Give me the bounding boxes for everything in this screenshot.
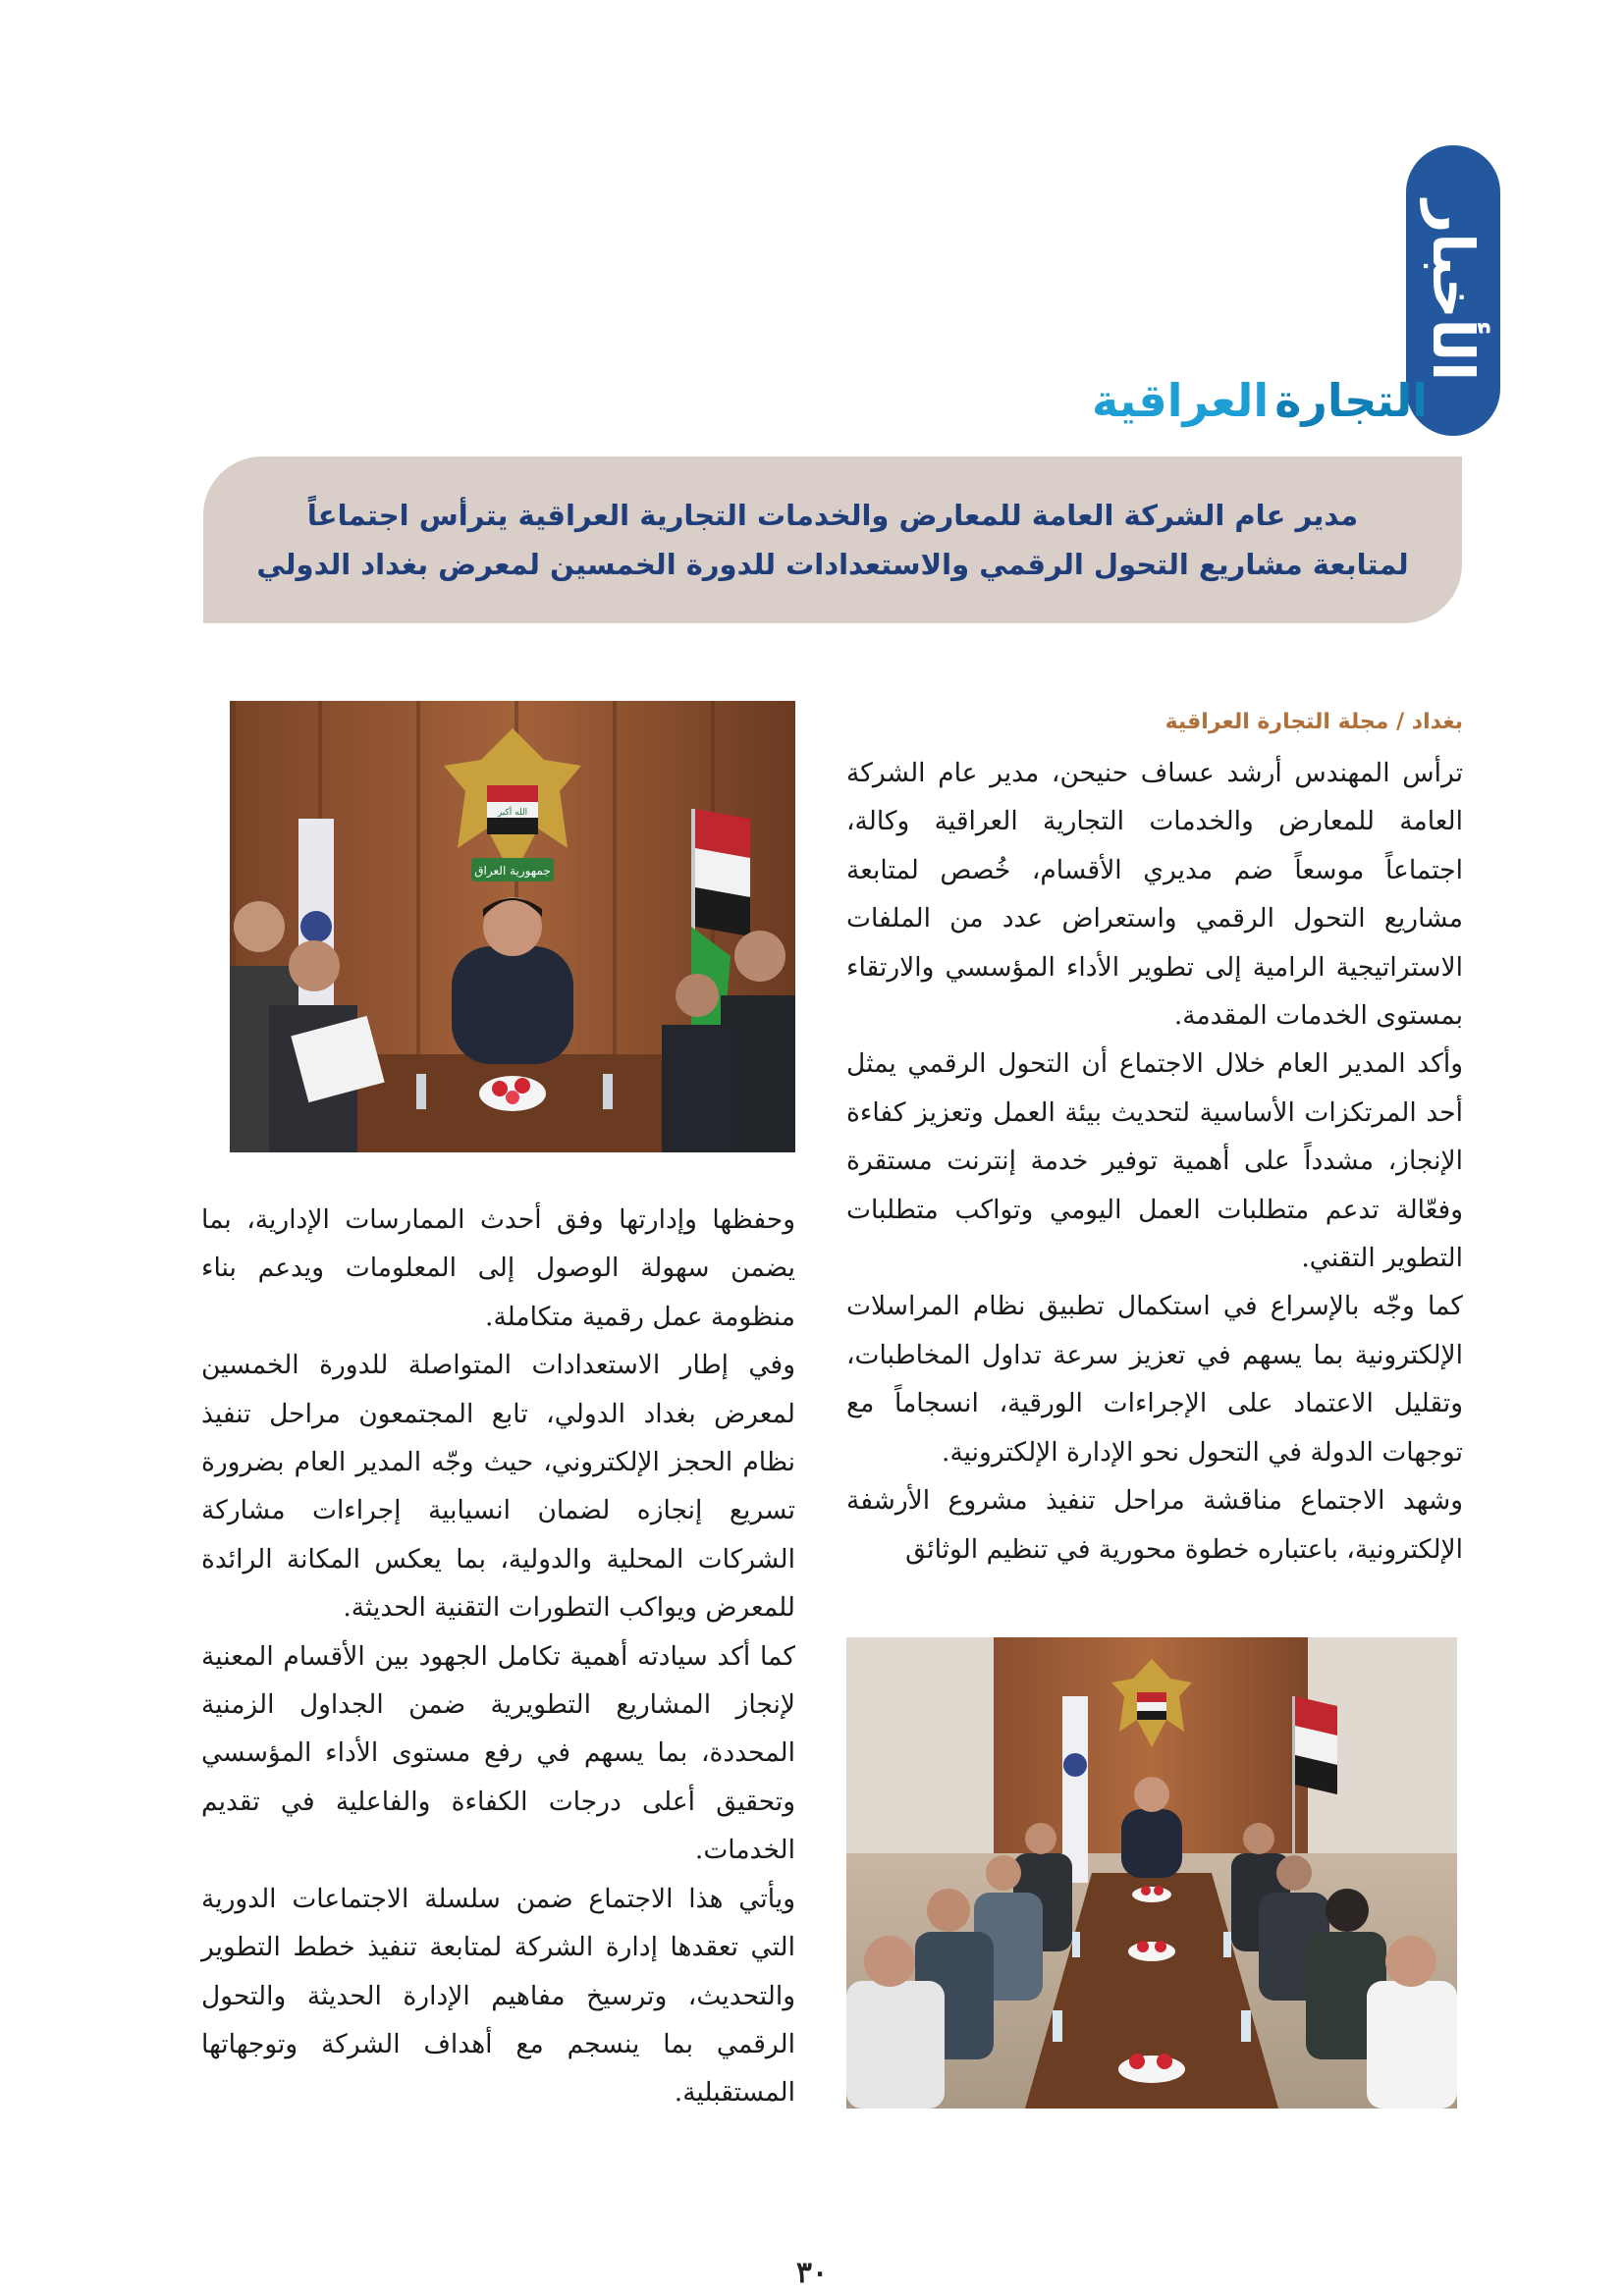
headline-line-1: مدير عام الشركة العامة للمعارض والخدمات التجارية العراقية يترأس اجتماعاً bbox=[306, 499, 1359, 532]
masthead-title-part-1: التجارة bbox=[1274, 374, 1429, 427]
byline: بغداد / مجلة التجارة العراقية bbox=[1164, 710, 1463, 734]
paragraph: ترأس المهندس أرشد عساف حنيحن، مدير عام الشركة العامة للمعارض والخدمات التجارية العراقية وكالة، اجتماعاً موسعاً ضم مديري الأقسام، خُصص لمتابعة مشاريع التحول الرقمي واستعراض عدد من الملفات الاستراتيجية الرامية إلى تطوير الأداء المؤسسي والارتقاء بمستوى الخدمات المقدمة. bbox=[846, 758, 1463, 1032]
svg-text:جمهورية العراق: جمهورية العراق bbox=[474, 864, 551, 878]
meeting-photo-director bbox=[230, 701, 795, 1152]
paragraph: كما وجّه بالإسراع في استكمال تطبيق نظام المراسلات الإلكترونية بما يسهم في تعزيز سرعة تداول المخاطبات، وتقليل الاعتماد على الإجراءات الورقية، انسجاماً مع توجهات الدولة في التحول نحو الإدارة الإلكترونية. bbox=[846, 1291, 1463, 1468]
svg-text:الله أكبر: الله أكبر bbox=[497, 808, 528, 818]
paragraph: كما أكد سيادته أهمية تكامل الجهود بين الأقسام المعنية لإنجاز المشاريع التطويرية ضمن الجداول الزمنية المحددة، بما يسهم في رفع مستوى الأداء المؤسسي وتحقيق أعلى درجات الكفاءة والفاعلية في تقديم الخدمات. bbox=[201, 1640, 795, 1866]
paragraph: وشهد الاجتماع مناقشة مراحل تنفيذ مشروع الأرشفة الإلكترونية، باعتباره خطوة محورية في تنظيم الوثائق bbox=[846, 1485, 1463, 1565]
meeting-photo-director-drawing bbox=[230, 701, 795, 1152]
masthead-magazine-word: مجلة bbox=[1434, 377, 1458, 424]
paragraph: ويأتي هذا الاجتماع ضمن سلسلة الاجتماعات الدورية التي تعقدها إدارة الشركة لمتابعة تنفيذ خطط التطوير والتحديث، وترسيخ مفاهيم الإدارة الحديثة والتحول الرقمي بما ينسجم مع أهداف الشركة وتوجهاتها المستقبلية. bbox=[201, 1883, 795, 2109]
article-column-right bbox=[846, 749, 1463, 1574]
page-number: ٣٠ bbox=[795, 2256, 829, 2290]
article-column-left bbox=[201, 1196, 795, 2117]
headline-line-2: لمتابعة مشاريع التحول الرقمي والاستعدادات للدورة الخمسين لمعرض بغداد الدولي bbox=[256, 548, 1409, 581]
headline-box bbox=[203, 456, 1462, 623]
section-tab-label: الأخبار bbox=[1420, 199, 1487, 382]
masthead-title-part-2: العراقية bbox=[1092, 374, 1270, 427]
paragraph: وحفظها وإدارتها وفق أحدث الممارسات الإدارية، بما يضمن سهولة الوصول إلى المعلومات ويدعم بناء منظومة عمل رقمية متكاملة. bbox=[201, 1204, 795, 1332]
meeting-photo-table-drawing bbox=[846, 1637, 1457, 2109]
meeting-photo-table bbox=[846, 1637, 1457, 2109]
paragraph: وفي إطار الاستعدادات المتواصلة للدورة الخمسين لمعرض بغداد الدولي، تابع المجتمعون مراحل تنفيذ نظام الحجز الإلكتروني، حيث وجّه المدير العام بضرورة تسريع إنجازه لضمان انسيابية إجراءات مشاركة الشركات المحلية والدولية، بما يعكس المكانة الرائدة للمعرض ويواكب التطورات التقنية الحديثة. bbox=[201, 1350, 795, 1624]
paragraph: وأكد المدير العام خلال الاجتماع أن التحول الرقمي يمثل أحد المرتكزات الأساسية لتحديث بيئة العمل وتعزيز كفاءة الإنجاز، مشدداً على أهمية توفير خدمة إنترنت مستقرة وفعّالة تدعم متطلبات العمل اليومي وتواكب متطلبات التطوير التقني. bbox=[846, 1048, 1463, 1274]
magazine-masthead bbox=[1092, 361, 1458, 440]
